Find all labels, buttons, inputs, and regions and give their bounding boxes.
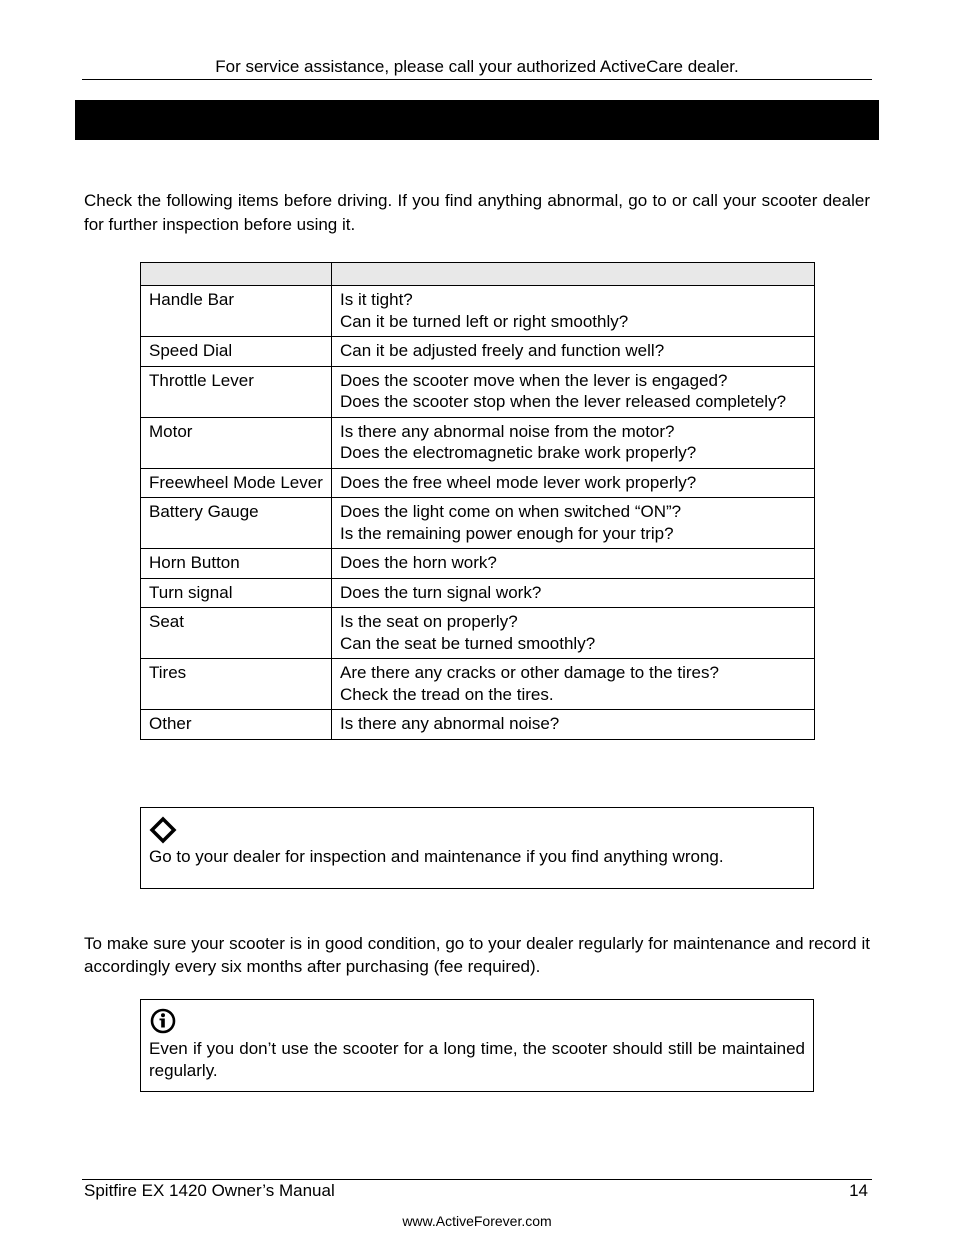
table-row xyxy=(141,366,815,417)
checklist-item-name: Other xyxy=(141,710,332,740)
check-question: Does the turn signal work? xyxy=(340,582,542,602)
warning-note-text: Go to your dealer for inspection and maintenance if you find anything wrong. xyxy=(149,847,724,866)
warning-note-box xyxy=(140,807,814,889)
checklist-item-name: Speed Dial xyxy=(141,337,332,367)
table-row xyxy=(141,417,815,468)
header-divider xyxy=(82,79,872,80)
table-row xyxy=(141,286,815,337)
table-row xyxy=(141,498,815,549)
info-icon xyxy=(149,1008,805,1038)
checklist-item-checks xyxy=(332,468,815,498)
table-row xyxy=(141,578,815,608)
check-question: Is there any abnormal noise? xyxy=(340,714,560,733)
checklist-item-name: Handle Bar xyxy=(141,286,332,337)
footer-divider xyxy=(82,1179,872,1180)
manual-title: Spitfire EX 1420 Owner’s Manual xyxy=(84,1181,335,1200)
page-number: 14 xyxy=(849,1181,868,1200)
checklist-item-name: Horn Button xyxy=(141,549,332,579)
check-question: Is the remaining power enough for your trip? xyxy=(340,523,674,543)
check-question: Is the seat on properly? xyxy=(340,612,518,631)
checklist-item-name: Freewheel Mode Lever xyxy=(141,468,332,498)
check-question: Check the tread on the tires. xyxy=(340,684,554,704)
checklist-item-name: Turn signal xyxy=(141,578,332,608)
check-question: Does the scooter move when the lever is engaged? xyxy=(340,370,728,390)
table-row xyxy=(141,710,815,740)
table-row xyxy=(141,468,815,498)
check-question: Can it be turned left or right smoothly? xyxy=(340,311,629,331)
checklist-item-name: Tires xyxy=(141,659,332,710)
checklist-item-checks xyxy=(332,710,815,740)
check-question: Is there any abnormal noise from the motor? xyxy=(340,421,675,441)
check-question: Can the seat be turned smoothly? xyxy=(340,633,596,653)
maintenance-paragraph: To make sure your scooter is in good condition, go to your dealer regularly for maintenance and record it accordingly every six months after purchasing (fee required). xyxy=(84,934,870,976)
table-row xyxy=(141,659,815,710)
checklist-item-checks xyxy=(332,578,815,608)
website-link[interactable]: www.ActiveForever.com xyxy=(402,1213,552,1229)
table-header-cell-check xyxy=(332,263,815,286)
checklist-item-name: Motor xyxy=(141,417,332,468)
check-question: Are there any cracks or other damage to the tires? xyxy=(340,663,719,682)
info-note-box xyxy=(140,999,814,1092)
checklist-item-name: Throttle Lever xyxy=(141,366,332,417)
intro-paragraph: Check the following items before driving. If you find anything abnormal, go to or call your scooter dealer for further inspection before using it. xyxy=(84,191,870,234)
check-question: Does the scooter stop when the lever released completely? xyxy=(340,392,787,411)
checklist-item-checks xyxy=(332,659,815,710)
checklist-item-checks xyxy=(332,366,815,417)
inspection-checklist-table xyxy=(140,262,815,740)
check-question: Is it tight? xyxy=(340,290,413,309)
service-assistance-text: For service assistance, please call your authorized ActiveCare dealer. xyxy=(215,57,739,76)
checklist-item-checks xyxy=(332,498,815,549)
table-body xyxy=(141,286,815,740)
table-row xyxy=(141,337,815,367)
checklist-item-name: Battery Gauge xyxy=(141,498,332,549)
checklist-item-checks xyxy=(332,337,815,367)
checklist-item-checks xyxy=(332,608,815,659)
section-title-bar xyxy=(75,100,879,140)
check-question: Does the light come on when switched “ON”? xyxy=(340,502,682,521)
check-question: Does the electromagnetic brake work properly? xyxy=(340,443,697,462)
table-header-cell-item xyxy=(141,263,332,286)
table-row xyxy=(141,608,815,659)
check-question: Does the horn work? xyxy=(340,553,497,572)
checklist-item-checks xyxy=(332,417,815,468)
check-question: Does the free wheel mode lever work properly? xyxy=(340,472,697,492)
diamond-warning-icon xyxy=(149,816,805,846)
table-row xyxy=(141,549,815,579)
table-header-row xyxy=(141,263,815,286)
checklist-item-checks xyxy=(332,286,815,337)
info-note-text: Even if you don’t use the scooter for a long time, the scooter should still be maintained regularly. xyxy=(149,1039,805,1080)
checklist-item-checks xyxy=(332,549,815,579)
check-question: Can it be adjusted freely and function well? xyxy=(340,341,665,360)
checklist-item-name: Seat xyxy=(141,608,332,659)
